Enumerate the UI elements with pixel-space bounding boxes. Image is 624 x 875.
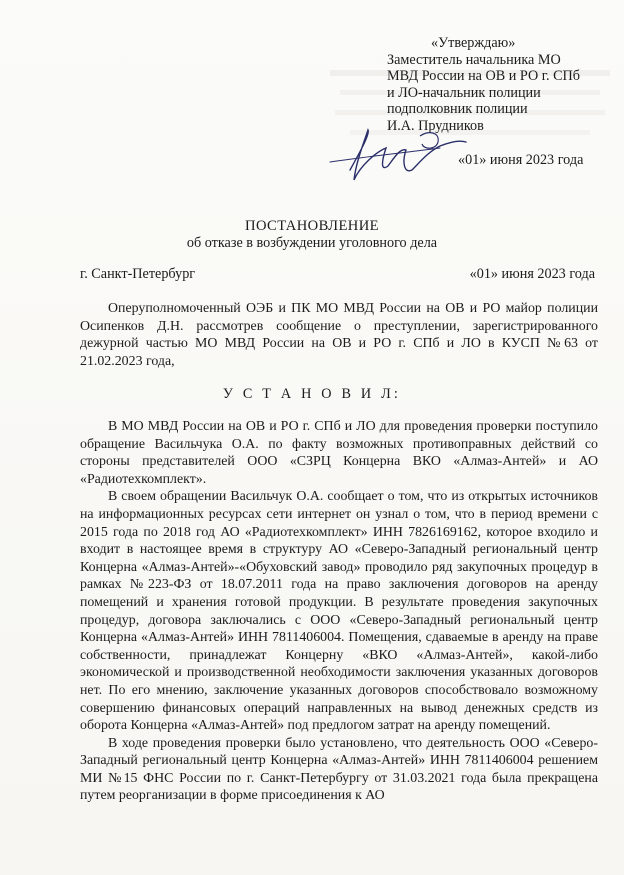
body-paragraph: В МО МВД России на ОВ и РО г. СПб и ЛО для проведения проверки поступило обращение Васильчука О.А. по факту возможных противоправных действий со стороны представителей ООО «СЗРЦ Концерна ВКО «Алмаз-Антей» и АО «Радиотехкомплект». xyxy=(80,419,598,487)
approval-line: и ЛО-начальник полиции xyxy=(387,84,541,101)
approval-line: Заместитель начальника МО xyxy=(387,51,561,68)
document-date: «01» июня 2023 года xyxy=(469,266,595,282)
approval-header: «Утверждаю» xyxy=(431,35,516,51)
document-title: ПОСТАНОВЛЕНИЕ xyxy=(245,218,379,234)
approval-line: подполковник полиции xyxy=(387,101,528,118)
document-subtitle: об отказе в возбуждении уголовного дела xyxy=(186,235,438,251)
approval-line: И.А. Прудников xyxy=(387,117,484,134)
place-date-row xyxy=(80,266,595,283)
body-paragraph: В ходе проведения проверки было установлено, что деятельность ООО «Северо-Западный региональный центр Концерна «Алмаз-Антей» ИНН 7811406004 решением МИ №15 ФНС России по г. Санкт-Петербургу от 31.03.2021 года была прекращена путем реорганизации в форме присоединения к АО xyxy=(80,735,598,804)
approval-date: «01» июня 2023 года xyxy=(458,152,584,168)
body-paragraph: В своем обращении Васильчук О.А. сообщает о том, что из открытых источников на информационных ресурсах сети интернет он узнал о том, что в период времени с 2015 года по 2018 год АО «Радиотехкомплект» ИНН 7826169162, которое входило и входит в настоящее время в структуру АО «Северо-Западный региональный центр Концерна «Алмаз-Антей»-«Обуховский завод» проводило ряд закупочных процедур в рамках №223-ФЗ от 18.07.2011 года на право заключения договоров на аренду помещений и хранения готовой продукции. В результате проведения закупочных процедур, договора заключались с ООО «Северо-Западный региональный центр Концерна «Алмаз-Антей» ИНН 7811406004. Помещения, сдаваемые в аренду на праве собственности, принадлежат Концерну «ВКО «Алмаз-Антей», какой-либо экономической и производственной необходимости заключения указанных договоров нет. По его мнению, заключение указанных договоров способствовало возможному совершению финансовых операций направленных на вывод денежных средств из оборота Концерна «Алмаз-Антей» под предлогом затрат на аренду помещений. xyxy=(80,489,598,734)
intro-text: Оперуполномоченный ОЭБ и ПК МО МВД России на ОВ и РО майор полиции Осипенков Д.Н. рассмотрев сообщение о преступлении, зарегистрированного дежурной частью МО МВД России на ОВ и РО г. СПб и ЛО в КУСП №63 от 21.02.2023 года, xyxy=(80,301,598,369)
approval-line: МВД России на ОВ и РО г. СПб xyxy=(387,68,580,85)
place: г. Санкт-Петербург xyxy=(80,266,196,282)
intro-paragraph xyxy=(80,300,598,370)
section-heading: У С Т А Н О В И Л: xyxy=(222,386,402,402)
approval-block xyxy=(387,35,617,135)
body-text xyxy=(80,418,598,805)
